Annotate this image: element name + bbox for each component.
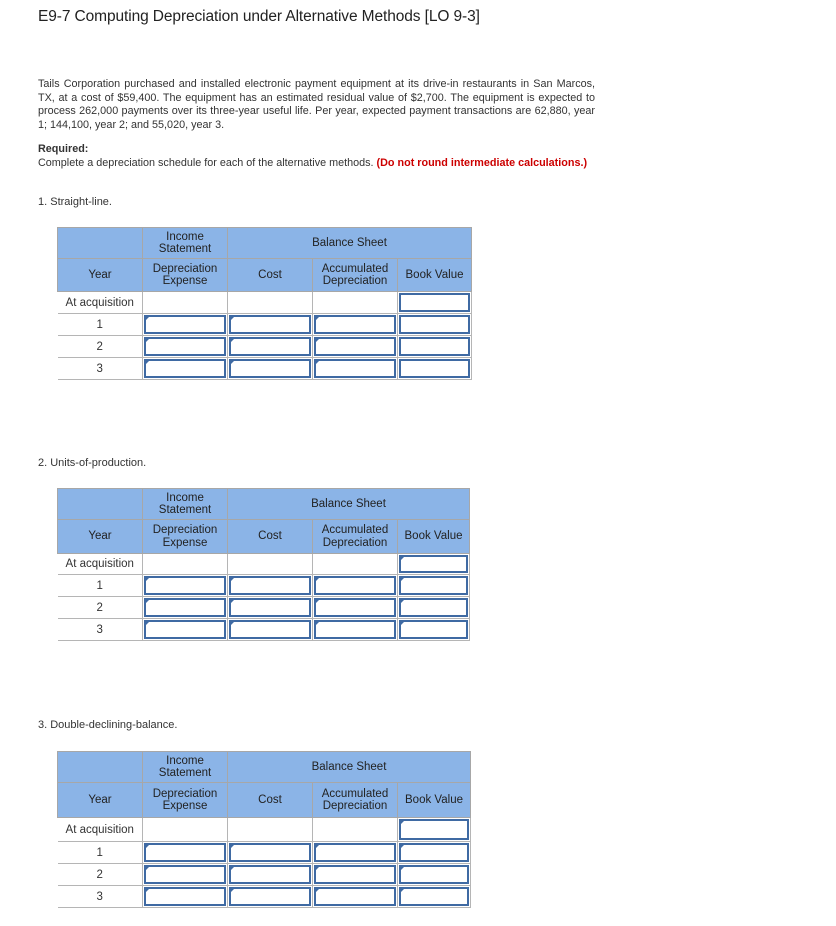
header-balance-sheet: Balance Sheet — [228, 228, 472, 259]
empty-cell — [313, 292, 398, 314]
cost-input[interactable] — [228, 575, 313, 597]
depreciation-expense-input[interactable] — [143, 336, 228, 358]
input-box[interactable] — [399, 843, 469, 862]
book-value-input[interactable] — [398, 554, 470, 575]
cost-input[interactable] — [228, 597, 313, 619]
section-label-straight-line: 1. Straight-line. — [38, 196, 112, 208]
header-year: Year — [58, 259, 143, 292]
input-box[interactable] — [314, 359, 396, 378]
header-year: Year — [58, 783, 143, 818]
table-row — [58, 292, 472, 314]
header-income-statement: Income Statement — [143, 752, 228, 783]
depreciation-expense-input[interactable] — [143, 597, 228, 619]
book-value-input[interactable] — [398, 314, 472, 336]
book-value-input[interactable] — [398, 619, 470, 641]
input-box[interactable] — [229, 843, 311, 862]
empty-cell — [228, 292, 313, 314]
row-label-year-3: 3 — [58, 619, 143, 641]
cost-input[interactable] — [228, 314, 313, 336]
required-block — [38, 143, 595, 170]
header-cost: Cost — [228, 783, 313, 818]
empty-cell — [228, 554, 313, 575]
input-box[interactable] — [314, 620, 396, 639]
input-box[interactable] — [144, 865, 226, 884]
table-row — [58, 314, 472, 336]
depreciation-expense-input[interactable] — [143, 575, 228, 597]
input-box[interactable] — [144, 315, 226, 334]
input-box[interactable] — [399, 359, 470, 378]
row-label-acquisition: At acquisition — [58, 818, 143, 842]
accumulated-depreciation-input[interactable] — [313, 575, 398, 597]
header-depreciation-expense: Depreciation Expense — [143, 783, 228, 818]
book-value-input[interactable] — [398, 597, 470, 619]
header-book-value: Book Value — [398, 783, 471, 818]
required-heading: Required: — [38, 143, 89, 155]
required-text: Complete a depreciation schedule for each of the alternative methods. — [38, 156, 374, 169]
input-box[interactable] — [314, 887, 396, 906]
cost-input[interactable] — [228, 864, 313, 886]
accumulated-depreciation-input[interactable] — [313, 336, 398, 358]
input-box[interactable] — [314, 843, 396, 862]
row-label-year-1: 1 — [58, 575, 143, 597]
accumulated-depreciation-input[interactable] — [313, 864, 398, 886]
input-box[interactable] — [144, 843, 226, 862]
cost-input[interactable] — [228, 886, 313, 908]
section-label-units-of-production: 2. Units-of-production. — [38, 457, 147, 469]
depreciation-expense-input[interactable] — [143, 842, 228, 864]
input-box[interactable] — [399, 337, 470, 356]
header-income-statement: Income Statement — [143, 489, 228, 520]
input-box[interactable] — [229, 598, 311, 617]
empty-cell — [313, 554, 398, 575]
table-row — [58, 358, 472, 380]
accumulated-depreciation-input[interactable] — [313, 358, 398, 380]
input-box[interactable] — [229, 576, 311, 595]
input-box[interactable] — [144, 620, 226, 639]
cost-input[interactable] — [228, 358, 313, 380]
book-value-input[interactable] — [398, 886, 471, 908]
book-value-input[interactable] — [398, 336, 472, 358]
input-box[interactable] — [144, 576, 226, 595]
empty-cell — [143, 818, 228, 842]
book-value-input[interactable] — [398, 292, 472, 314]
row-label-year-1: 1 — [58, 842, 143, 864]
input-box[interactable] — [314, 337, 396, 356]
input-box[interactable] — [399, 555, 468, 573]
book-value-input[interactable] — [398, 842, 471, 864]
row-label-year-3: 3 — [58, 886, 143, 908]
input-box[interactable] — [399, 819, 469, 840]
book-value-input[interactable] — [398, 358, 472, 380]
accumulated-depreciation-input[interactable] — [313, 886, 398, 908]
header-blank — [58, 752, 143, 783]
accumulated-depreciation-input[interactable] — [313, 597, 398, 619]
double-declining-balance-table — [57, 751, 471, 908]
units-of-production-table — [57, 488, 470, 641]
rounding-note: (Do not round intermediate calculations.) — [376, 156, 588, 169]
book-value-input[interactable] — [398, 864, 471, 886]
input-box[interactable] — [144, 598, 226, 617]
row-label-year-3: 3 — [58, 358, 143, 380]
row-label-year-2: 2 — [58, 597, 143, 619]
header-book-value: Book Value — [398, 259, 472, 292]
depreciation-expense-input[interactable] — [143, 358, 228, 380]
input-box[interactable] — [399, 293, 470, 312]
input-box[interactable] — [229, 887, 311, 906]
depreciation-expense-input[interactable] — [143, 314, 228, 336]
input-box[interactable] — [314, 315, 396, 334]
book-value-input[interactable] — [398, 818, 471, 842]
header-income-statement: Income Statement — [143, 228, 228, 259]
depreciation-expense-input[interactable] — [143, 886, 228, 908]
accumulated-depreciation-input[interactable] — [313, 314, 398, 336]
row-label-year-1: 1 — [58, 314, 143, 336]
section-label-double-declining-balance: 3. Double-declining-balance. — [38, 719, 178, 731]
row-label-acquisition: At acquisition — [58, 292, 143, 314]
accumulated-depreciation-input[interactable] — [313, 619, 398, 641]
header-year: Year — [58, 520, 143, 554]
empty-cell — [228, 818, 313, 842]
cost-input[interactable] — [228, 842, 313, 864]
input-box[interactable] — [144, 359, 226, 378]
input-box[interactable] — [144, 887, 226, 906]
input-box[interactable] — [399, 620, 468, 639]
depreciation-expense-input[interactable] — [143, 619, 228, 641]
input-box[interactable] — [229, 337, 311, 356]
input-box[interactable] — [314, 598, 396, 617]
table-row — [58, 619, 470, 641]
header-balance-sheet: Balance Sheet — [228, 489, 470, 520]
input-box[interactable] — [229, 315, 311, 334]
row-label-year-2: 2 — [58, 864, 143, 886]
table-row — [58, 842, 471, 864]
header-balance-sheet: Balance Sheet — [228, 752, 471, 783]
table-row — [58, 864, 471, 886]
accumulated-depreciation-input[interactable] — [313, 842, 398, 864]
header-cost: Cost — [228, 259, 313, 292]
input-box[interactable] — [144, 337, 226, 356]
input-box[interactable] — [399, 598, 468, 617]
cost-input[interactable] — [228, 336, 313, 358]
table-row — [58, 818, 471, 842]
empty-cell — [143, 554, 228, 575]
cost-input[interactable] — [228, 619, 313, 641]
header-blank — [58, 228, 143, 259]
header-book-value: Book Value — [398, 520, 470, 554]
problem-description: Tails Corporation purchased and installed electronic payment equipment at its drive-in restaurants in San Marcos, TX, at a cost of $59,400. The equipment has an estimated residual value of $2,700. The equipment is expected to process 262,000 payments over its three-year useful life. Per year, expected payment transactions are 62,880, year 1; 144,100, year 2; and 55,020, year 3. — [38, 78, 595, 131]
straight-line-table — [57, 227, 472, 380]
empty-cell — [313, 818, 398, 842]
row-label-acquisition: At acquisition — [58, 554, 143, 575]
header-depreciation-expense: Depreciation Expense — [143, 259, 228, 292]
header-cost: Cost — [228, 520, 313, 554]
input-box[interactable] — [229, 865, 311, 884]
input-box[interactable] — [399, 887, 469, 906]
table-row — [58, 554, 470, 575]
input-box[interactable] — [399, 576, 468, 595]
table-row — [58, 575, 470, 597]
row-label-year-2: 2 — [58, 336, 143, 358]
table-row — [58, 886, 471, 908]
table-row — [58, 597, 470, 619]
input-box[interactable] — [229, 359, 311, 378]
table-row — [58, 336, 472, 358]
header-accumulated-depreciation: Accumulated Depreciation — [313, 520, 398, 554]
input-box[interactable] — [314, 576, 396, 595]
input-box[interactable] — [314, 865, 396, 884]
depreciation-expense-input[interactable] — [143, 864, 228, 886]
header-accumulated-depreciation: Accumulated Depreciation — [313, 259, 398, 292]
header-blank — [58, 489, 143, 520]
empty-cell — [143, 292, 228, 314]
input-box[interactable] — [399, 315, 470, 334]
page-title: E9-7 Computing Depreciation under Alternative Methods [LO 9-3] — [38, 8, 480, 25]
input-box[interactable] — [399, 865, 469, 884]
book-value-input[interactable] — [398, 575, 470, 597]
header-depreciation-expense: Depreciation Expense — [143, 520, 228, 554]
header-accumulated-depreciation: Accumulated Depreciation — [313, 783, 398, 818]
input-box[interactable] — [229, 620, 311, 639]
